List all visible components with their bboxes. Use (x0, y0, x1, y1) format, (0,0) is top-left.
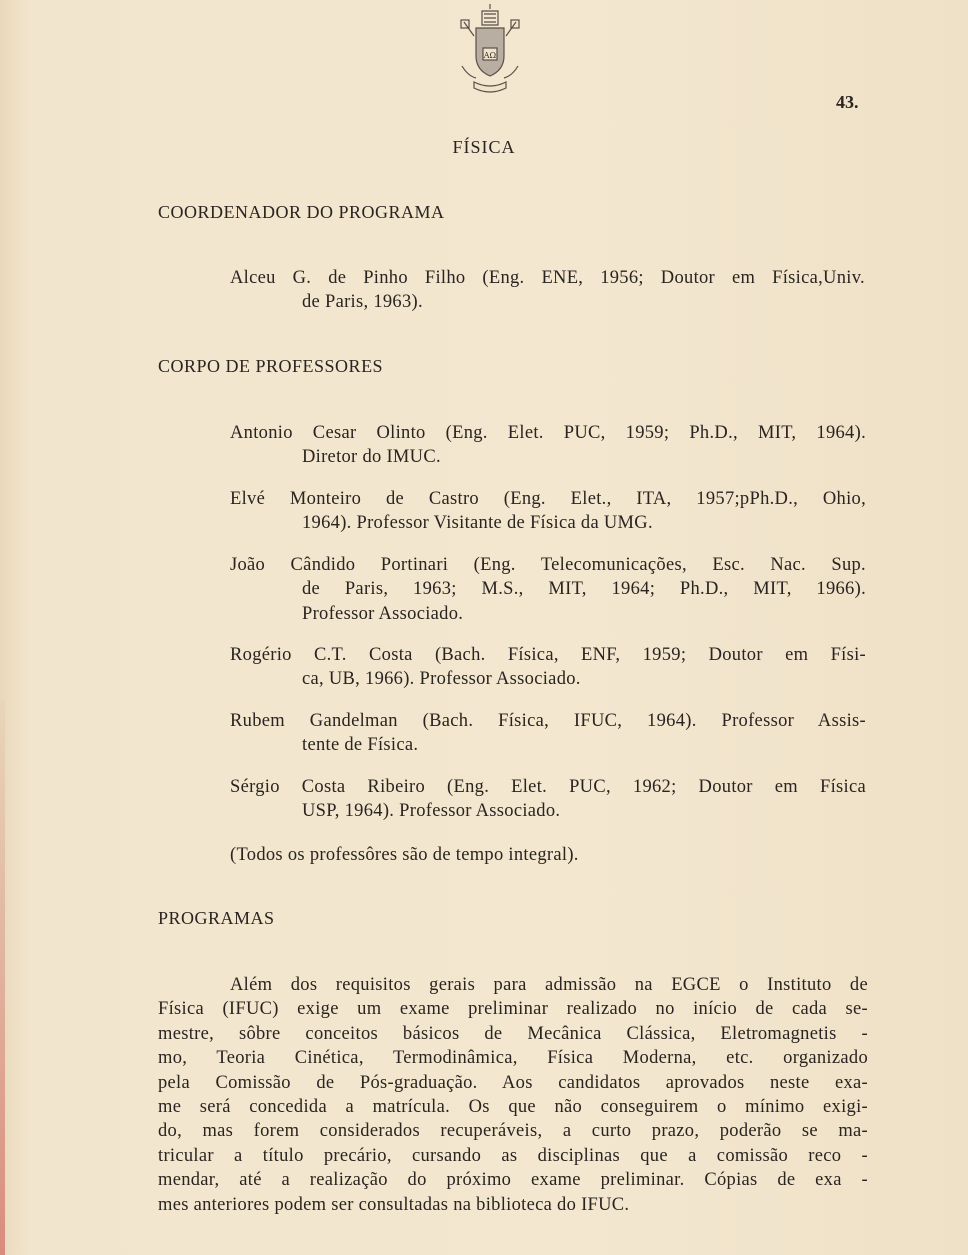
faculty-heading: CORPO DE PROFESSORES (158, 356, 384, 376)
faculty-entry-line: de Paris, 1963; M.S., MIT, 1964; Ph.D., MIT, 1966). (302, 579, 866, 600)
page-title: FÍSICA (452, 137, 516, 157)
faculty-entry-line: Rubem Gandelman (Bach. Física, IFUC, 1964). Professor Assis- (230, 711, 866, 731)
faculty-entry-line: Antonio Cesar Olinto (Eng. Elet. PUC, 1959; Ph.D., MIT, 1964). (230, 423, 866, 443)
svg-text:AΩ: AΩ (483, 51, 497, 60)
faculty-note: (Todos os professôres são de tempo integral). (230, 845, 579, 865)
programs-paragraph-line: Física (IFUC) exige um exame preliminar realizado no início de cada se- (158, 999, 868, 1020)
coordinator-line: de Paris, 1963). (302, 292, 423, 313)
programs-paragraph-line: me será concedida a matrícula. Os que não conseguirem o mínimo exigi- (158, 1097, 868, 1117)
faculty-entry-line: Diretor do IMUC. (302, 447, 441, 468)
coordinator-heading: COORDENADOR DO PROGRAMA (158, 202, 445, 222)
page-number: 43. (836, 92, 859, 112)
faculty-entry-line: USP, 1964). Professor Associado. (302, 801, 561, 822)
faculty-entry-line: Sérgio Costa Ribeiro (Eng. Elet. PUC, 1962; Doutor em Física (230, 777, 866, 797)
programs-paragraph-line: mestre, sôbre conceitos básicos de Mecânica Clássica, Eletromagnetis - (158, 1023, 868, 1044)
faculty-entry-line: Elvé Monteiro de Castro (Eng. Elet., ITA, 1957;pPh.D., Ohio, (230, 489, 866, 509)
faculty-entry-line: João Cândido Portinari (Eng. Telecomunicações, Esc. Nac. Sup. (230, 555, 866, 575)
faculty-entry-line: Rogério C.T. Costa (Bach. Física, ENF, 1959; Doutor em Físi- (230, 645, 866, 665)
faculty-entry-line: ca, UB, 1966). Professor Associado. (302, 669, 581, 690)
coordinator-line: Alceu G. de Pinho Filho (Eng. ENE, 1956; Doutor em Física,Univ. (230, 268, 865, 288)
programs-paragraph-line: do, mas forem considerados recuperáveis, a curto prazo, poderão se ma- (158, 1121, 868, 1142)
programs-heading: PROGRAMAS (158, 908, 275, 928)
coat-of-arms-logo (456, 2, 524, 96)
programs-paragraph-line: pela Comissão de Pós-graduação. Aos candidatos aprovados neste exa- (158, 1072, 868, 1093)
programs-paragraph-line: mo, Teoria Cinética, Termodinâmica, Física Moderna, etc. organizado (158, 1048, 868, 1069)
faculty-entry-line: 1964). Professor Visitante de Física da UMG. (302, 513, 653, 534)
programs-paragraph-line: mes anteriores podem ser consultadas na biblioteca do IFUC. (158, 1194, 630, 1215)
faculty-entry-line: tente de Física. (302, 735, 419, 756)
programs-paragraph-line: mendar, até a realização do próximo exame preliminar. Cópias de exa - (158, 1170, 868, 1191)
page-edge (0, 700, 5, 1255)
faculty-entry-line: Professor Associado. (302, 603, 464, 624)
programs-paragraph-line: tricular a título precário, cursando as disciplinas que a comissão reco - (158, 1145, 868, 1166)
programs-paragraph-line: Além dos requisitos gerais para admissão na EGCE o Instituto de (230, 975, 868, 995)
